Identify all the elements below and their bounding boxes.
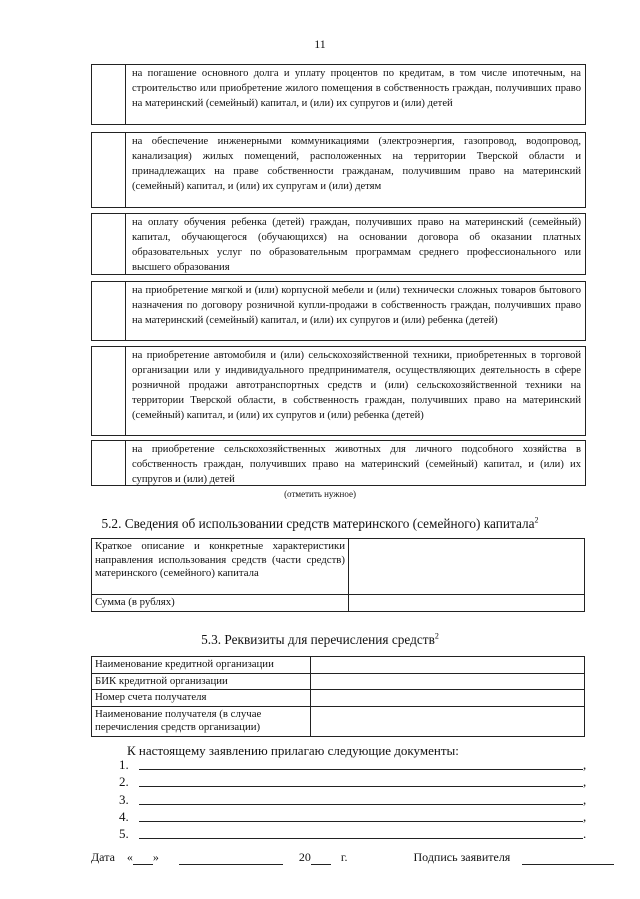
option-checkbox[interactable] (92, 133, 126, 207)
account-number-label: Номер счета получателя (92, 690, 311, 707)
option-livestock (91, 440, 586, 486)
option-furniture (91, 281, 586, 341)
usage-amount-field[interactable] (349, 595, 585, 612)
attachment-line[interactable]: 3. , (119, 792, 587, 807)
recipient-name-field[interactable] (311, 706, 585, 736)
option-checkbox[interactable] (92, 65, 126, 124)
usage-description-field[interactable] (349, 539, 585, 595)
option-text: на обеспечение инженерными коммуникациями (электроэнергия, газопровод, водопровод, канализация) жилых помещений, расположенных на территории Тверской области и принадлежащих на праве собственности гражданам, получившим право на материнский (семейный) капитал, и (или) их супругам и (или) детям (132, 136, 581, 192)
section-53-title: 5.3. Реквизиты для перечисления средств$^2$ (201, 631, 439, 647)
option-utilities (91, 132, 586, 208)
footnote-marker: 2 (534, 515, 539, 525)
option-vehicle (91, 346, 586, 436)
page-number: 11 (314, 37, 326, 51)
section-52-title: 5.2. Сведения об использовании средств материнского (семейного) капитала$^2$ (101, 515, 539, 531)
signature-label: Подпись заявителя (413, 850, 511, 864)
year-field[interactable] (311, 853, 331, 865)
option-mortgage (91, 64, 586, 125)
attachment-line[interactable]: 5. . (119, 826, 587, 841)
day-field[interactable] (133, 853, 153, 865)
account-number-field[interactable] (311, 690, 585, 707)
option-text: на приобретение автомобиля и (или) сельскохозяйственной техники, приобретенных в торговой организации или у индивидуального предпринимателя, осуществляющих деятельность в сфере розничной продажи автотранспортных средств и (или) сельскохозяйственной техники на территории Тверской области, в собственность граждан, получивших право на материнский (семейный) капитал, и (или) их супругов и (или) ребенка (детей) (132, 350, 581, 421)
option-checkbox[interactable] (92, 282, 126, 340)
attachments-intro: К настоящему заявлению прилагаю следующие документы: (127, 743, 459, 758)
option-text: на приобретение сельскохозяйственных животных для личного подсобного хозяйства в собственность граждан, получивших право на материнский (семейный) капитал, и (или) их супругов и (или) детей (132, 444, 581, 485)
usage-table (91, 538, 585, 612)
option-checkbox[interactable] (92, 214, 126, 274)
attachment-line[interactable]: 2. , (119, 774, 587, 789)
usage-amount-label: Сумма (в рублях) (92, 595, 349, 612)
bik-field[interactable] (311, 673, 585, 690)
signature-field[interactable] (522, 853, 614, 865)
option-education (91, 213, 586, 275)
usage-description-label: Краткое описание и конкретные характеристики направления использования средств (части средств) материнского (семейного) капитала (92, 539, 349, 595)
bik-label: БИК кредитной организации (92, 673, 311, 690)
recipient-name-label: Наименование получателя (в случае перечисления средств организации) (92, 706, 311, 736)
option-checkbox[interactable] (92, 441, 126, 485)
date-signature-row: Дата « » 20 г. Подпись заявителя (91, 850, 614, 865)
attachment-line[interactable]: 1. , (119, 757, 587, 772)
option-text: на приобретение мягкой и (или) корпусной мебели и (или) технически сложных товаров бытового назначения по договору розничной купли-продажи в собственность граждан, получивших право на материнский (семейный) капитал, и (или) их супругов и (или) ребенка (детей) (132, 285, 581, 326)
bank-name-label: Наименование кредитной организации (92, 657, 311, 674)
bank-name-field[interactable] (311, 657, 585, 674)
month-field[interactable] (179, 853, 283, 865)
mark-note: (отметить нужное) (284, 489, 356, 499)
attachment-line[interactable]: 4. , (119, 809, 587, 824)
option-checkbox[interactable] (92, 347, 126, 435)
footnote-marker: 2 (434, 631, 439, 641)
option-text: на погашение основного долга и уплату процентов по кредитам, в том числе ипотечным, на строительство или приобретение жилого помещения в собственность граждан, получивших право на материнский (семейный) капитал, и (или) их супругов и (или) детей (132, 68, 581, 109)
date-label: Дата (91, 850, 115, 864)
option-text: на оплату обучения ребенка (детей) граждан, получивших право на материнский (семейный) капитал, обучающегося (обучающихся) на основании договора об оказании платных образовательных услуг по образовательным программам среднего профессионального или высшего образования (132, 217, 581, 273)
requisites-table (91, 656, 585, 737)
